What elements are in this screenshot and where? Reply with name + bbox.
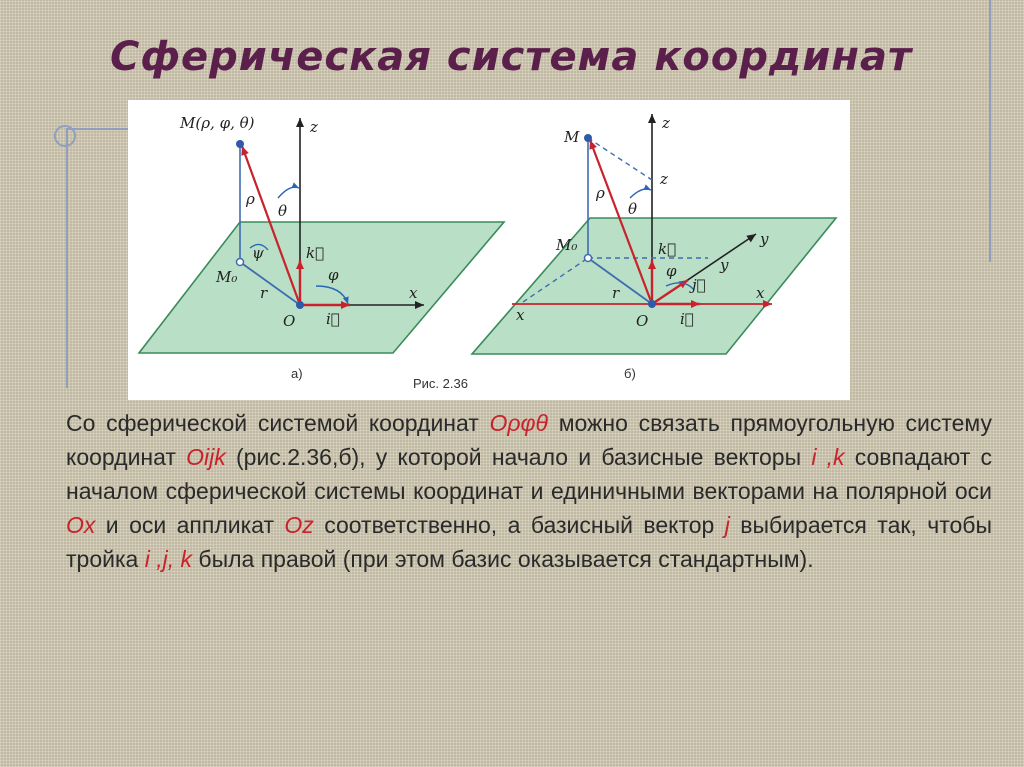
body-text-part: (рис.2.36,б), у которой начало и базисные векторы [225,444,812,470]
origin-point-a [296,301,304,309]
deco-circle [54,125,76,147]
accent-vectors-ik: i ,k [811,444,845,470]
slide-title: Сферическая система координат [110,34,913,80]
label-rho-a: ρ [246,190,255,208]
accent-triple-ijk: i ,j, k [144,546,192,572]
label-phi-b: φ [666,262,677,280]
label-rho-b: ρ [596,184,605,202]
accent-spherical-system: Oρφθ [489,410,549,436]
label-y2-b: y [720,256,729,274]
body-text-part: и оси аппликат [95,512,285,538]
plane-b [472,218,836,354]
body-text-part: выбирается так, чтобы тройка [66,512,992,572]
label-point-b: M [564,128,580,146]
figure-caption: Рис. 2.36 [413,376,468,391]
plane-a [139,222,504,353]
label-i-b: i⃗ [680,310,694,328]
label-r-b: r [612,284,620,302]
body-text-part: совпадают с началом сферической системы координат и единичными векторами на полярной оси [66,444,992,504]
figure-spherical-coordinates [128,100,850,400]
label-y-b: y [760,230,769,248]
panel-a [139,114,504,381]
figure-svg [128,100,850,400]
panel-a-label: а) [291,366,303,381]
point-m0-a [237,259,244,266]
deco-line-right [989,0,991,262]
label-j-b: j⃗ [692,276,706,294]
accent-rectangular-system: Oijk [186,444,226,470]
label-z-mark-b: z [660,170,668,188]
theta-arc-b [630,189,651,198]
label-r-a: r [260,284,268,302]
label-m0-b: M₀ [556,236,578,254]
label-theta-a: θ [278,202,288,220]
accent-vector-j: j [724,512,730,538]
label-k-a: k⃗ [306,244,325,262]
label-x2-b: x [516,306,525,324]
body-text-part: соответственно, а базисный вектор [313,512,725,538]
label-z-b: z [662,114,670,132]
label-k-b: k⃗ [658,240,677,258]
label-x-a: x [409,284,418,302]
label-phi-a: φ [328,266,339,284]
label-psi-a: ψ [252,244,264,262]
point-m-b [584,134,592,142]
label-x-b: x [756,284,765,302]
theta-arc-a [278,187,299,198]
label-theta-b: θ [628,200,638,218]
origin-point-b [648,300,656,308]
body-text-part: можно связать прямоугольную систему координат [66,410,992,470]
panel-b-label: б) [624,366,636,381]
label-m0-a: M₀ [216,268,238,286]
label-origin-b: O [636,312,649,330]
point-m-a [236,140,244,148]
body-text-part: была правой (при этом базис оказывается стандартным). [192,546,814,572]
label-origin-a: O [283,312,296,330]
label-point-a: M(ρ, φ, θ) [180,114,255,132]
panel-b [472,114,836,381]
deco-line-left [66,128,68,388]
label-i-a: i⃗ [326,310,340,328]
body-text-part: Со сферической системой координат [66,410,490,436]
accent-axis-ox: Ox [66,512,96,538]
point-m0-b [585,255,592,262]
accent-axis-oz: Oz [284,512,314,538]
body-text [66,406,992,576]
label-z-a: z [310,118,318,136]
